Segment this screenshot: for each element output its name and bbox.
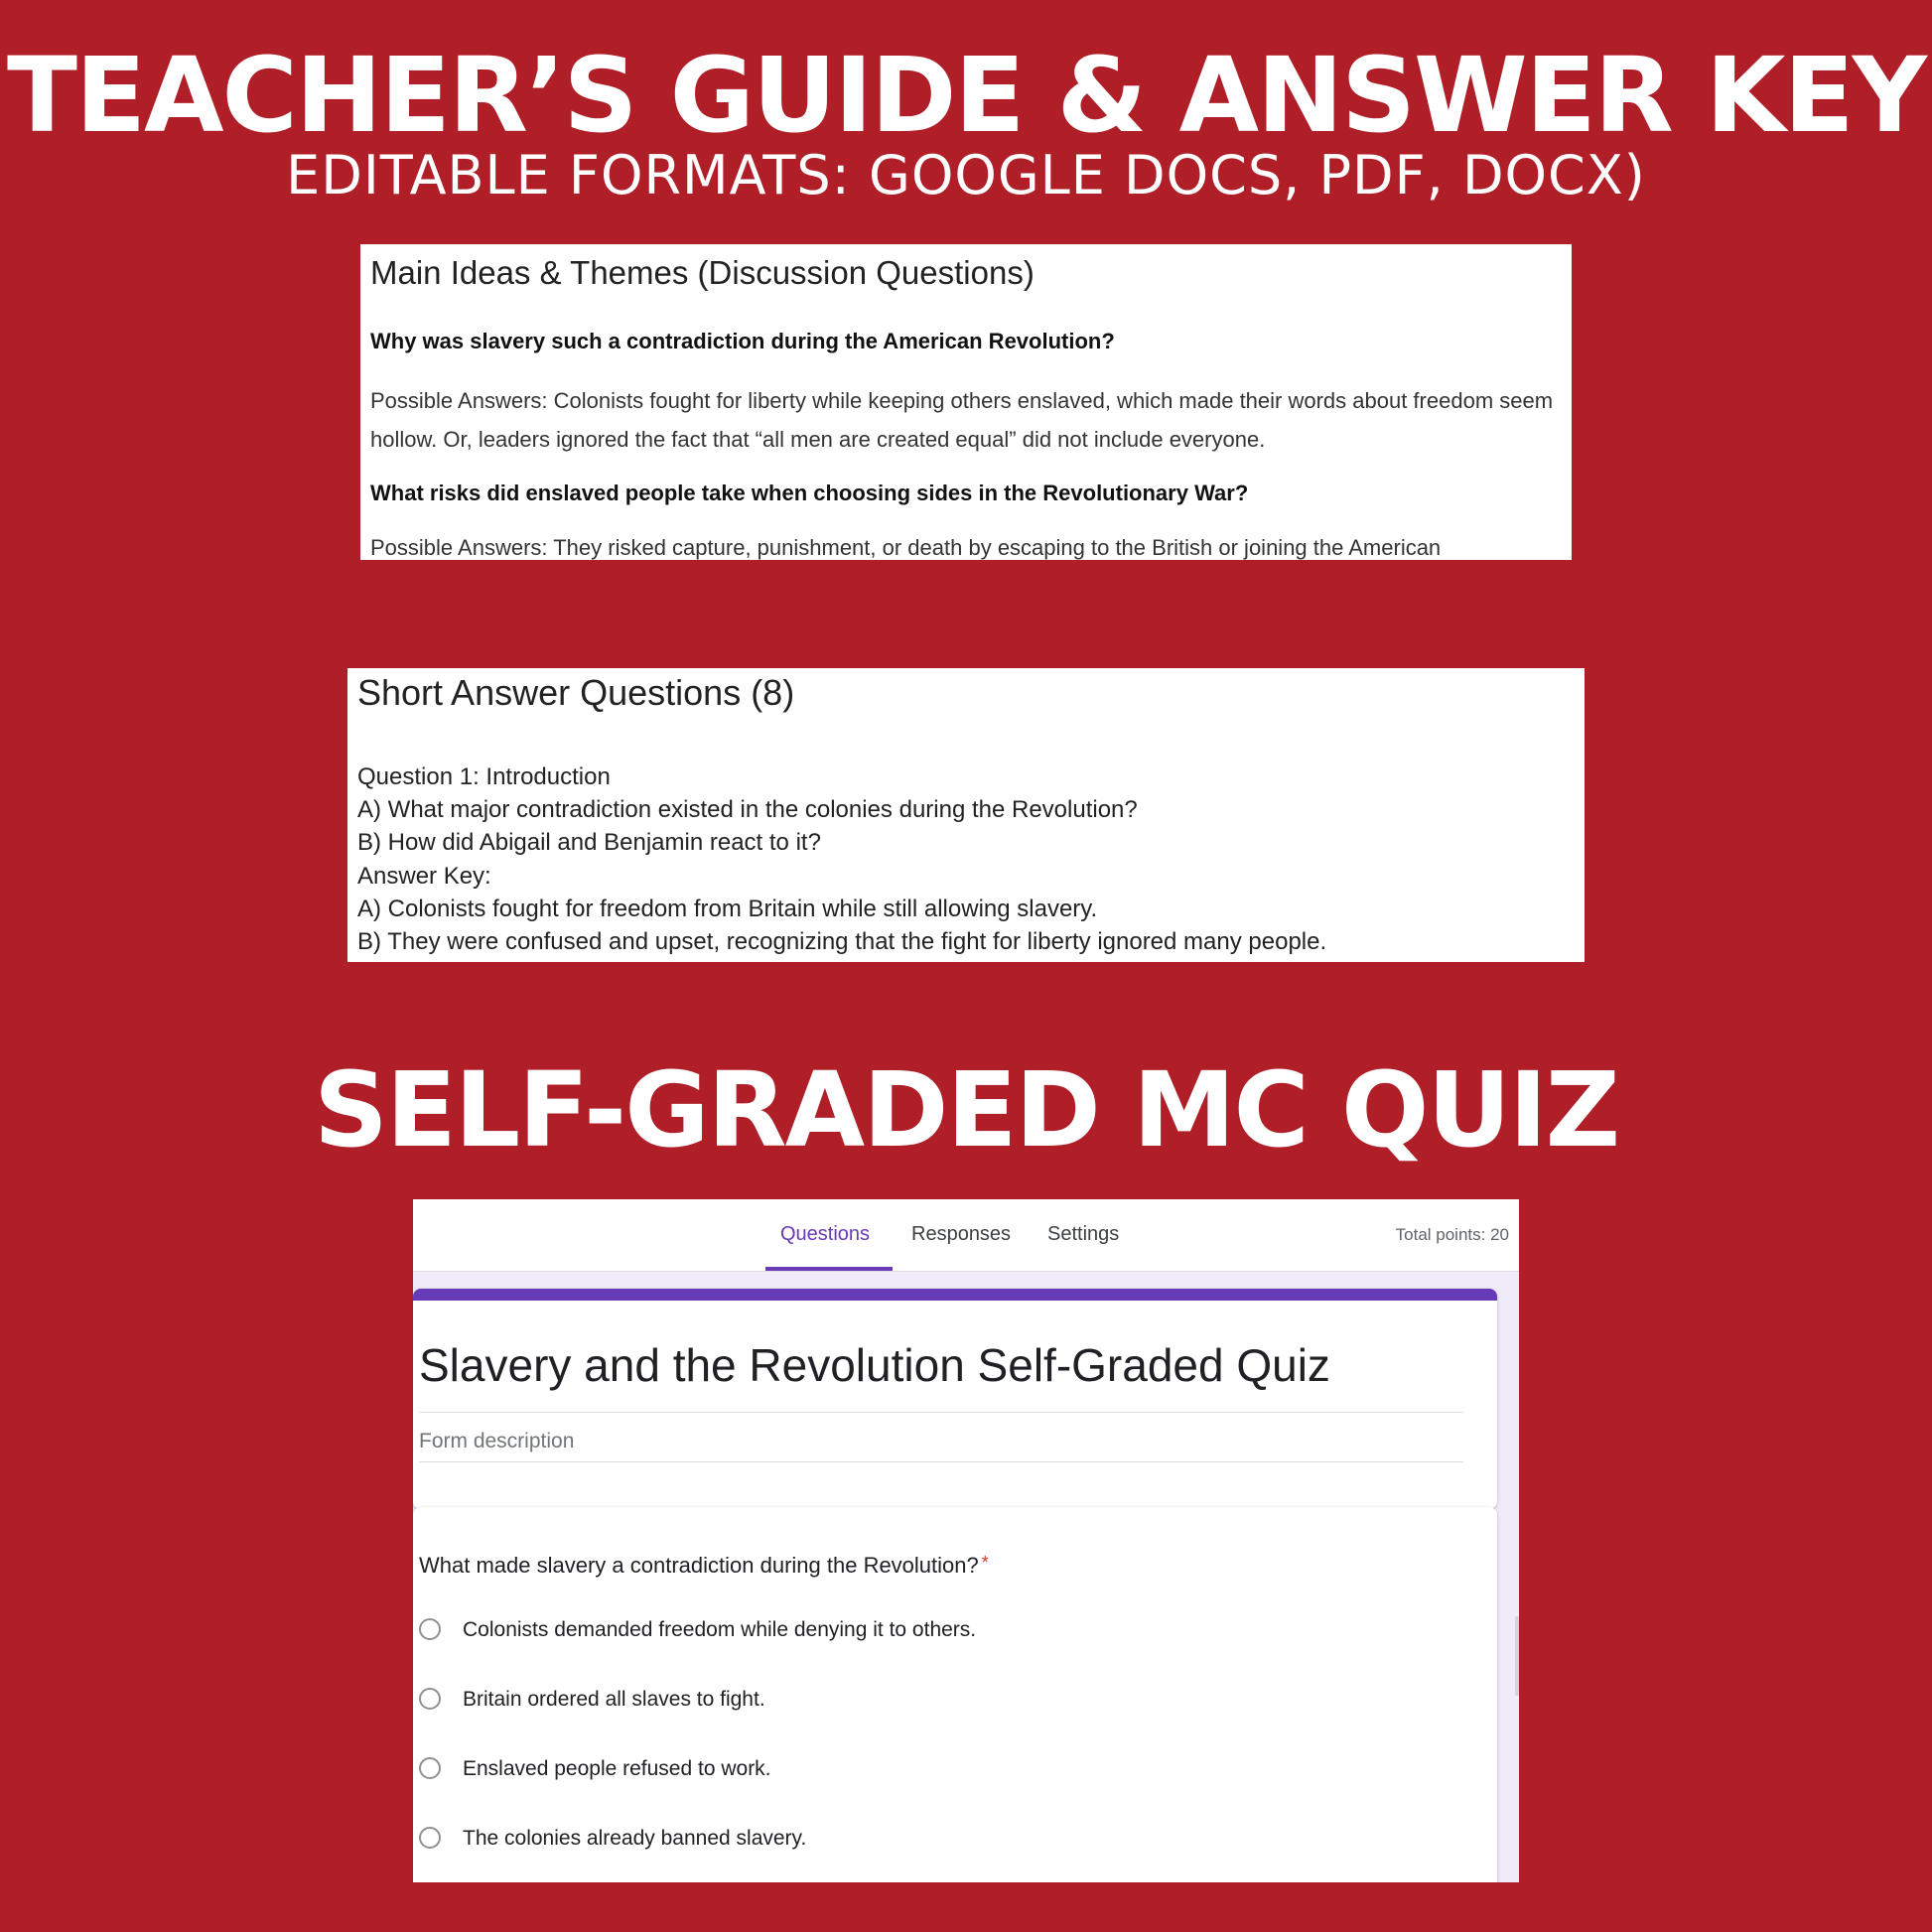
short-answer-line: B) How did Abigail and Benjamin react to it? [357, 829, 821, 856]
short-answer-heading: Short Answer Questions (8) [357, 672, 795, 713]
tab-questions[interactable]: Questions [780, 1223, 871, 1245]
form-title[interactable]: Slavery and the Revolution Self-Graded Quiz [419, 1339, 1330, 1391]
form-title-card [413, 1289, 1497, 1509]
discussion-question-2: What risks did enslaved people take when choosing sides in the Revolutionary War? [370, 481, 1249, 505]
radio-button[interactable] [419, 1827, 441, 1849]
google-form-panel [413, 1199, 1519, 1882]
discussion-questions-panel [360, 244, 1572, 560]
tab-settings[interactable]: Settings [1047, 1223, 1120, 1245]
short-answer-line: Answer Key: [357, 863, 491, 890]
short-answer-line: B) They were confused and upset, recognizing that the fight for liberty ignored many people. [357, 928, 1327, 955]
required-marker: * [981, 1553, 989, 1573]
short-answer-line: A) Colonists fought for freedom from Britain while still allowing slavery. [357, 896, 1098, 922]
short-answer-panel [347, 668, 1585, 962]
radio-button[interactable] [419, 1688, 441, 1710]
title-divider [419, 1412, 1463, 1413]
short-answer-line: Question 1: Introduction [357, 763, 611, 790]
option-label: Colonists demanded freedom while denying it to others. [463, 1618, 977, 1641]
discussion-answer-2: Possible Answers: They risked capture, punishment, or death by escaping to the British or joining the American [370, 535, 1442, 560]
form-header [413, 1199, 1519, 1272]
short-answer-line: A) What major contradiction existed in the colonies during the Revolution? [357, 796, 1138, 823]
discussion-heading: Main Ideas & Themes (Discussion Questions) [370, 254, 1035, 291]
banner-title: TEACHER’S GUIDE & ANSWER KEY [7, 35, 1925, 156]
radio-button[interactable] [419, 1618, 441, 1640]
question-text: What made slavery a contradiction during the Revolution? [419, 1553, 979, 1578]
form-description-field[interactable]: Form description [419, 1430, 575, 1452]
question-card [413, 1507, 1497, 1882]
quiz-section-title: SELF-GRADED MC QUIZ [313, 1049, 1619, 1171]
total-points: Total points: 20 [1395, 1225, 1509, 1244]
banner-subtitle: EDITABLE FORMATS: GOOGLE DOCS, PDF, DOCX) [286, 144, 1646, 207]
scrollbar[interactable] [1515, 1616, 1519, 1696]
tab-responses[interactable]: Responses [911, 1223, 1012, 1245]
question-title[interactable] [419, 1553, 989, 1579]
radio-button[interactable] [419, 1757, 441, 1779]
description-divider [419, 1461, 1463, 1462]
discussion-question-1: Why was slavery such a contradiction during the American Revolution? [370, 329, 1115, 353]
discussion-answer-1: Possible Answers: Colonists fought for liberty while keeping others enslaved, which made their words about freedom seem hollow. Or, leaders ignored the fact that “all men are created equal” did not include everyone. [370, 388, 1554, 452]
option-label: The colonies already banned slavery. [463, 1827, 807, 1850]
option-label: Enslaved people refused to work. [463, 1757, 771, 1780]
active-tab-indicator [765, 1267, 893, 1271]
option-label: Britain ordered all slaves to fight. [463, 1688, 765, 1711]
